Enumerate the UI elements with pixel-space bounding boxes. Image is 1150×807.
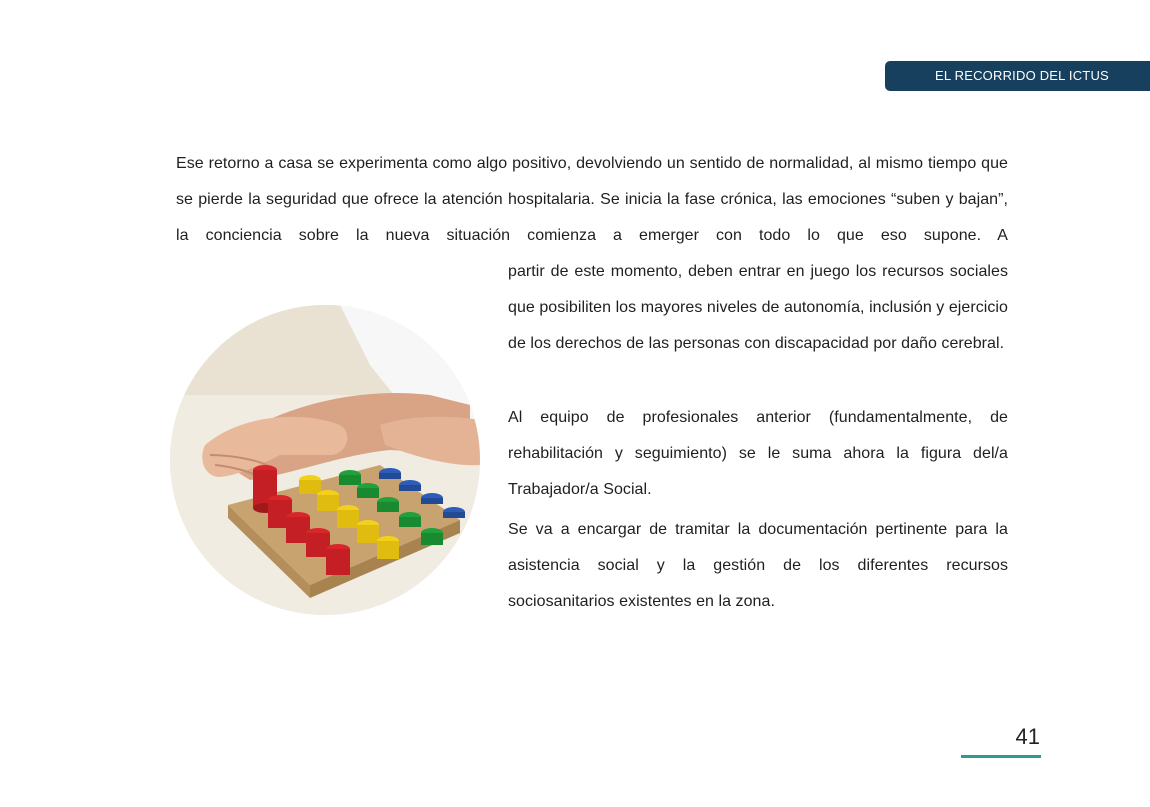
body-paragraph-social-worker: Se va a encargar de tramitar la documentación pertinente para la asistencia social y la gestión de los diferentes recursos sociosanitarios existentes en la zona.	[508, 521, 1008, 610]
section-header-tab	[885, 61, 1150, 91]
rehabilitation-photo	[170, 305, 480, 615]
page-number: 41	[1015, 724, 1040, 749]
page-number-underline	[961, 755, 1041, 758]
section-title: EL RECORRIDO DEL ICTUS	[935, 68, 1109, 83]
body-paragraph-team: Al equipo de profesionales anterior (fundamentalmente, de rehabilitación y seguimiento) se le suma ahora la figura del/a Trabajador/a Social.	[508, 409, 1008, 498]
rehabilitation-illustration	[170, 305, 480, 615]
body-paragraph-resources: partir de este momento, deben entrar en juego los recursos sociales que posibiliten los mayores niveles de autonomía, inclusión y ejercicio de los derechos de las personas con discapacidad por daño cerebral.	[508, 263, 1008, 352]
body-paragraph-intro: Ese retorno a casa se experimenta como algo positivo, devolviendo un sentido de normalidad, al mismo tiempo que se pierde la seguridad que ofrece la atención hospitalaria. Se inicia la fase crónica, las emociones “suben y bajan”, la conciencia sobre la nueva situación comienza a emerger con todo lo que eso supone. A	[176, 155, 1008, 244]
